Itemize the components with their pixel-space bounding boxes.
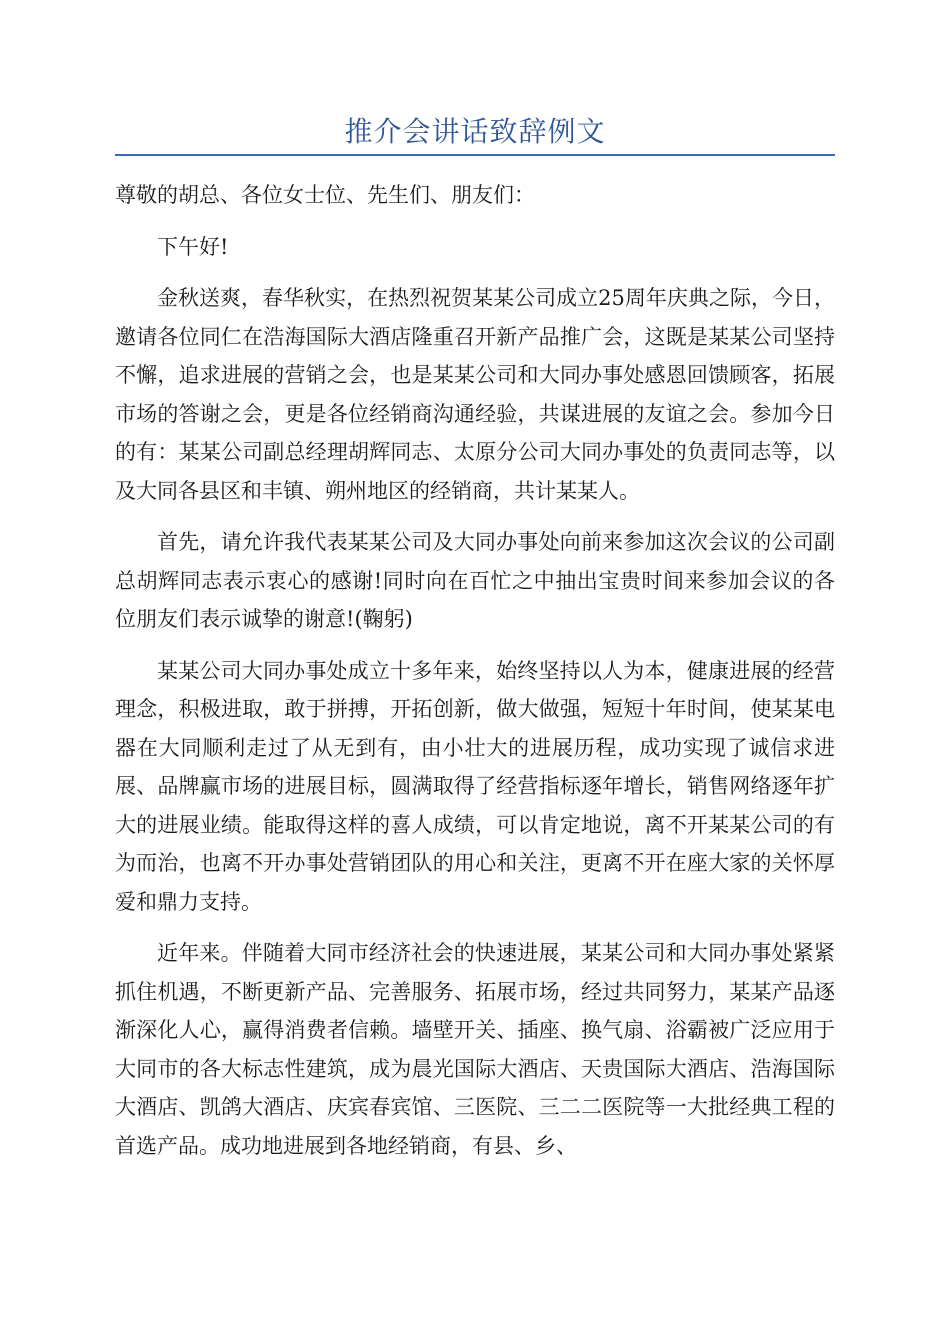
title-underline	[115, 154, 835, 156]
paragraph-history: 某某公司大同办事处成立十多年来，始终坚持以人为本，健康进展的经营理念，积极进取，敢于拼搏，开拓创新，做大做强，短短十年时间，使某某电器在大同顺利走过了从无到有，由小壮大的进展历程，成功实现了诚信求进展、品牌赢市场的进展目标，圆满取得了经营指标逐年增长，销售网络逐年扩大的进展业绩。能取得这样的喜人成绩，可以肯定地说，离不开某某公司的有为而治，也离不开办事处营销团队的用心和关注，更离不开在座大家的关怀厚爱和鼎力支持。	[115, 658, 835, 914]
document-body	[115, 176, 835, 1178]
document-title: 推介会讲话致辞例文	[344, 115, 606, 148]
paragraph-greeting: 下午好!	[157, 234, 229, 259]
paragraph-recent-years: 近年来。伴随着大同市经济社会的快速进展，某某公司和大同办事处紧紧抓住机遇，不断更新产品、完善服务、拓展市场，经过共同努力，某某产品逐渐深化人心，赢得消费者信赖。墙壁开关、插座、换气扇、浴霸被广泛应用于大同市的各大标志性建筑，成为晨光国际大酒店、天贵国际大酒店、浩海国际大酒店、凯鸽大酒店、庆宾春宾馆、三医院、三二二医院等一大批经典工程的首选产品。成功地进展到各地经销商，有县、乡、	[115, 941, 835, 1158]
salutation: 尊敬的胡总、各位女士位、先生们、朋友们：	[115, 183, 535, 207]
paragraph-thanks: 首先，请允许我代表某某公司及大同办事处向前来参加这次会议的公司副总胡辉同志表示衷心的感谢!同时向在百忙之中抽出宝贵时间来参加会议的各位朋友们表示诚挚的谢意!(鞠躬)	[115, 530, 835, 631]
paragraph-opening: 金秋送爽，春华秋实，在热烈祝贺某某公司成立25周年庆典之际，今日，邀请各位同仁在浩海国际大酒店隆重召开新产品推广会，这既是某某公司坚持不懈，追求进展的营销之会，也是某某公司和大同办事处感恩回馈顾客，拓展市场的答谢之会，更是各位经销商沟通经验，共谋进展的友谊之会。参加今日的有：某某公司副总经理胡辉同志、太原分公司大同办事处的负责同志等，以及大同各县区和丰镇、朔州地区的经销商，共计某某人。	[115, 286, 835, 503]
